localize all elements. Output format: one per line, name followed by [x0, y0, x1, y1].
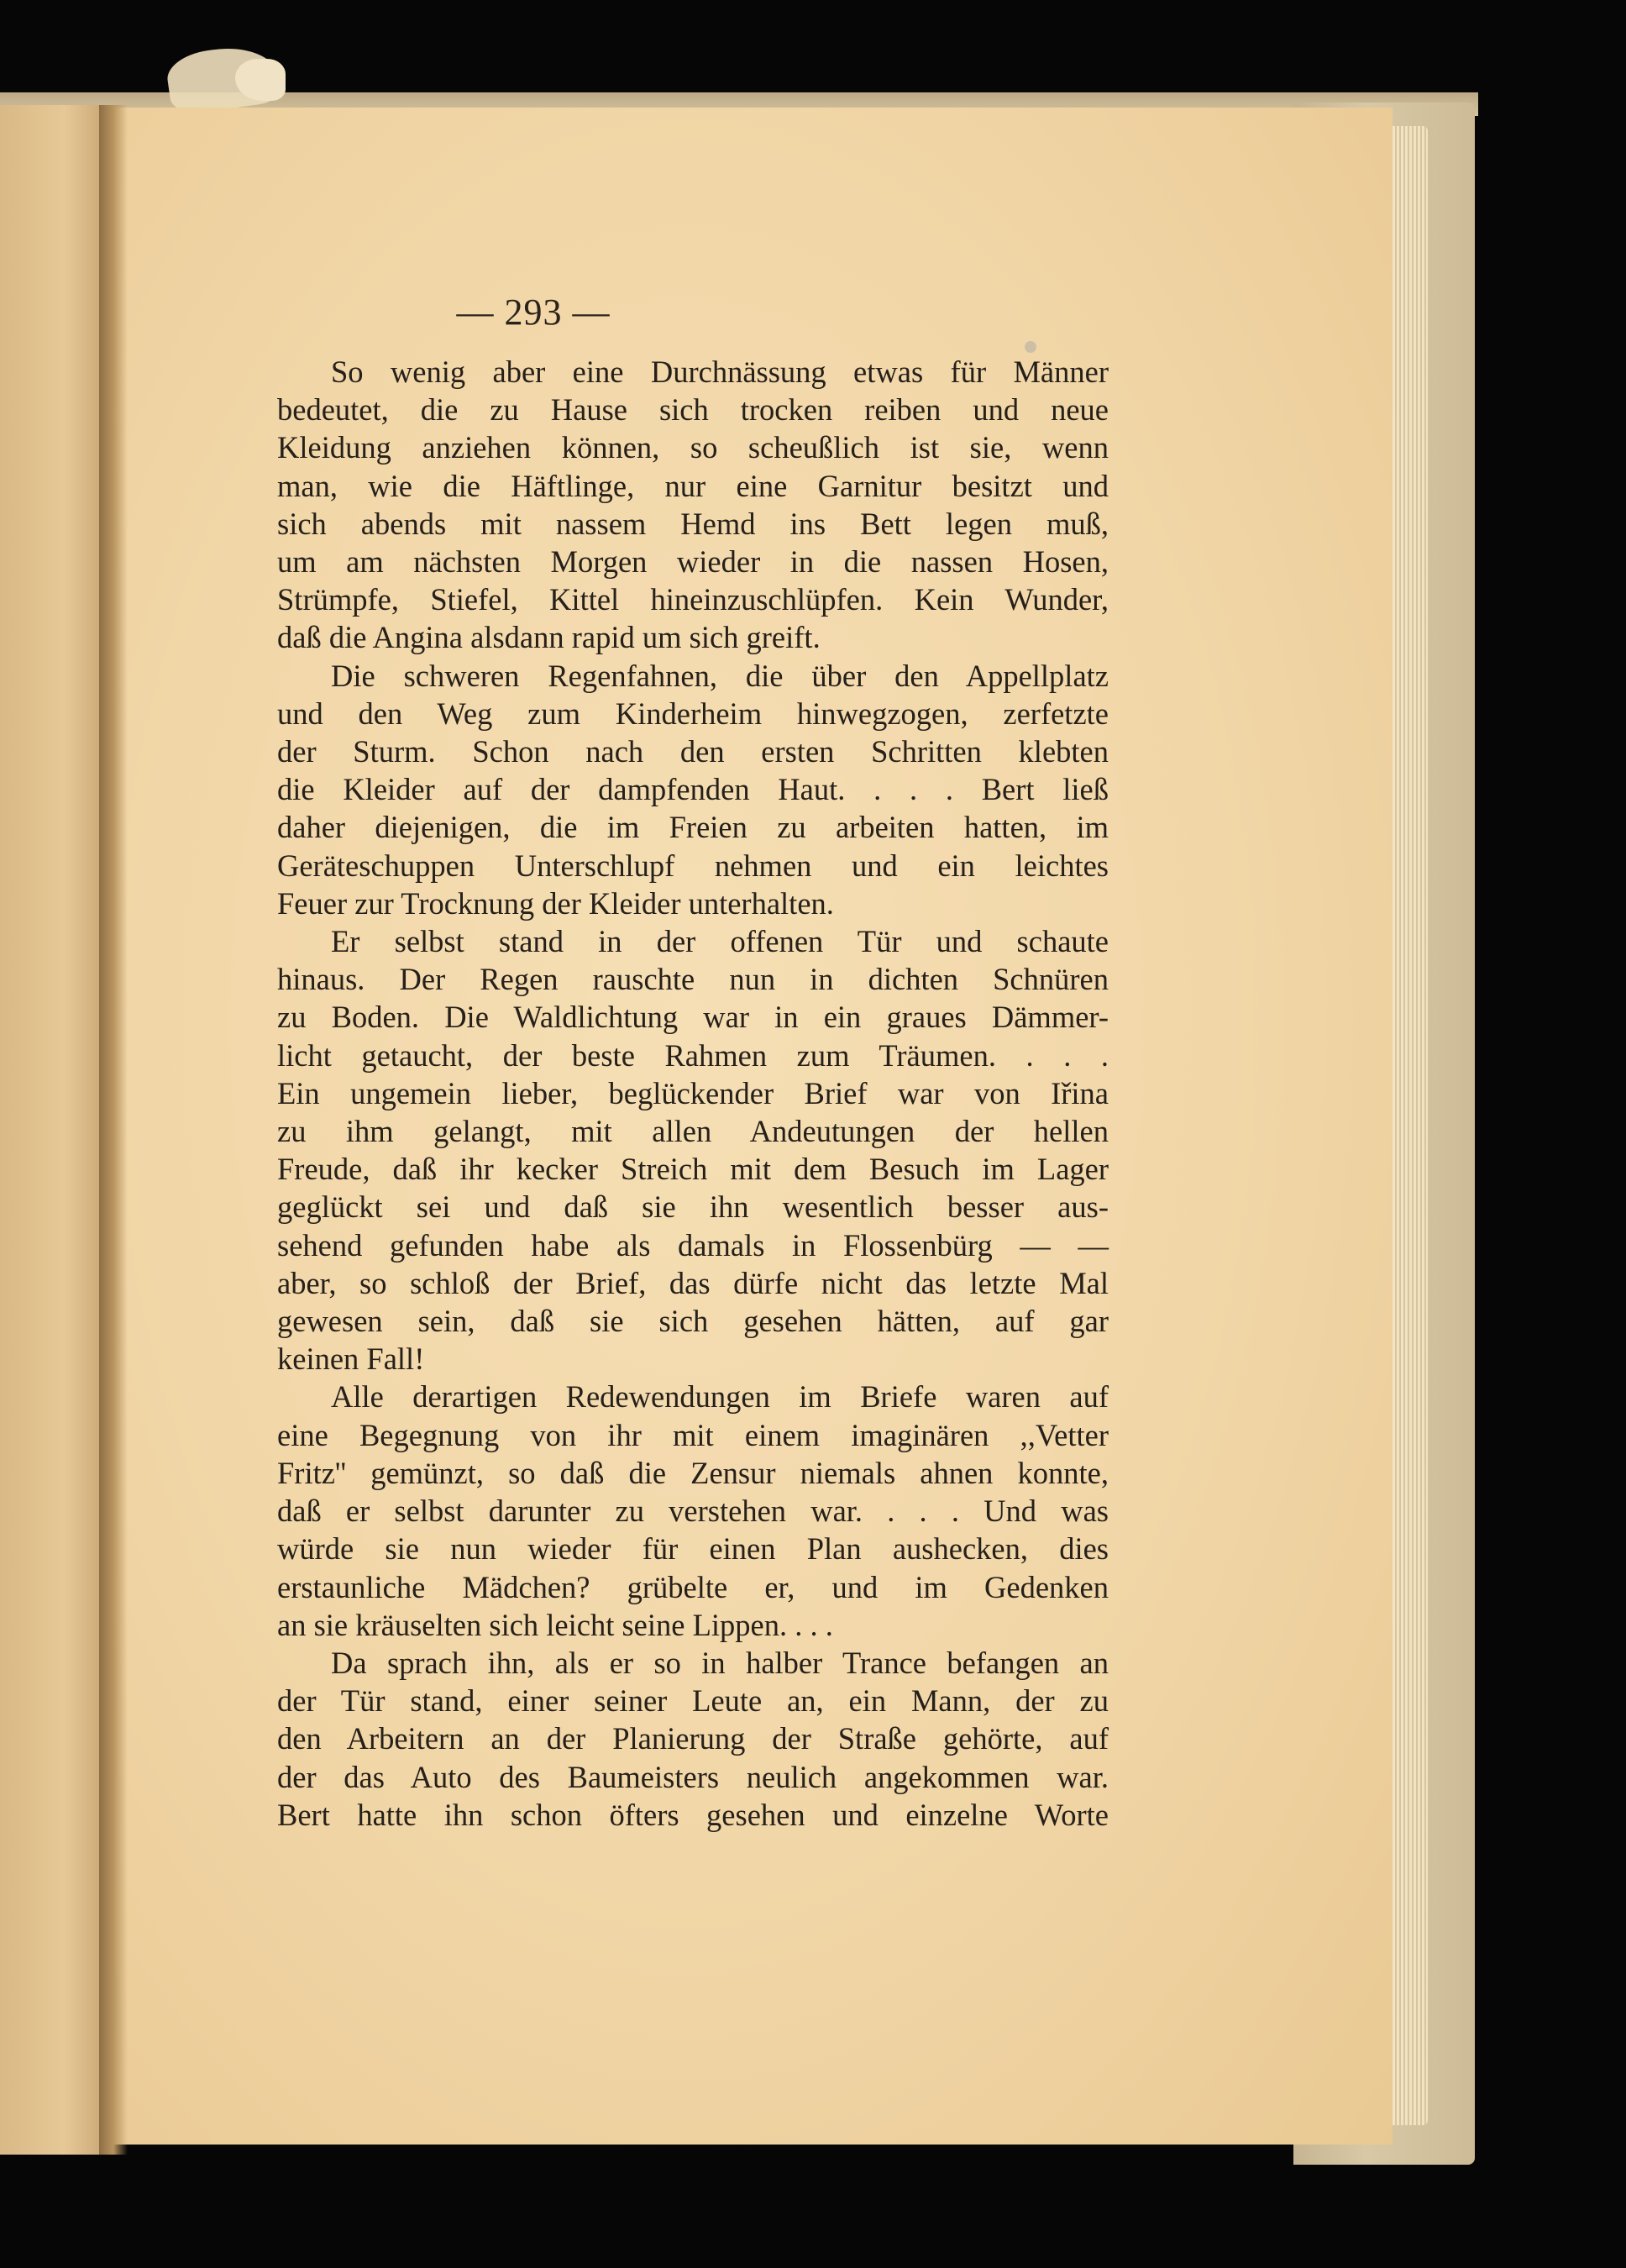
text-line: man, wie die Häftlinge, nur eine Garnitur besitzt und — [277, 468, 1109, 503]
paragraph — [277, 922, 1109, 1378]
text-line: geglückt sei und daß sie ihn wesentlich besser aus- — [277, 1189, 1109, 1225]
page-body-text — [277, 353, 1109, 1834]
text-line: gewesen sein, daß sie sich gesehen hätten, auf gar — [277, 1304, 1109, 1339]
text-line: hinaus. Der Regen rauschte nun in dichten Schnüren — [277, 962, 1109, 997]
text-line: daß er selbst darunter zu verstehen war. . . . Und was — [277, 1494, 1109, 1529]
text-line: Ein ungemein lieber, beglückender Brief war von Iřina — [277, 1075, 1109, 1110]
text-line: Geräteschuppen Unterschlupf nehmen und ein leichtes — [277, 848, 1109, 883]
text-line: und den Weg zum Kinderheim hinwegzogen, zerfetzte — [277, 696, 1109, 731]
text-line: Bert hatte ihn schon öfters gesehen und einzelne Worte — [277, 1797, 1109, 1832]
text-line: sich abends mit nassem Hemd ins Bett legen muß, — [277, 506, 1109, 541]
paragraph — [277, 657, 1109, 922]
text-line: eine Begegnung von ihr mit einem imaginären ,,Vetter — [277, 1417, 1109, 1452]
text-line: der Tür stand, einer seiner Leute an, ein Mann, der zu — [277, 1683, 1109, 1719]
text-line: daher diejenigen, die im Freien zu arbeiten hatten, im — [277, 810, 1109, 845]
text-line: zu ihm gelangt, mit allen Andeutungen der hellen — [277, 1114, 1109, 1149]
text-line: Da sprach ihn, als er so in halber Trance befangen an — [331, 1645, 1109, 1680]
paper-speck — [1025, 341, 1036, 353]
paragraph — [277, 1644, 1109, 1834]
text-line: der das Auto des Baumeisters neulich angekommen war. — [277, 1759, 1109, 1794]
page-number: — 293 — — [456, 291, 611, 333]
text-line: an sie kräuselten sich leicht seine Lippen. . . . — [277, 1607, 833, 1642]
text-line: Alle derartigen Redewendungen im Briefe waren auf — [331, 1379, 1109, 1415]
text-line: der Sturm. Schon nach den ersten Schritten klebten — [277, 734, 1109, 769]
text-line: daß die Angina alsdann rapid um sich greift. — [277, 620, 821, 655]
text-line: Freude, daß ihr kecker Streich mit dem Besuch im Lager — [277, 1152, 1109, 1187]
text-line: erstaunliche Mädchen? grübelte er, und im Gedenken — [277, 1569, 1109, 1604]
book-page — [108, 108, 1393, 2145]
text-line: Strümpfe, Stiefel, Kittel hineinzuschlüpfen. Kein Wunder, — [277, 582, 1109, 617]
text-line: keinen Fall! — [277, 1341, 425, 1377]
text-line: So wenig aber eine Durchnässung etwas für Männer — [331, 354, 1109, 389]
paragraph — [277, 1378, 1109, 1643]
text-line: die Kleider auf der dampfenden Haut. . . . Bert ließ — [277, 772, 1109, 807]
text-line: Er selbst stand in der offenen Tür und schaute — [331, 924, 1109, 959]
text-line: bedeutet, die zu Hause sich trocken reiben und neue — [277, 392, 1109, 428]
paragraph — [277, 353, 1109, 657]
text-line: den Arbeitern an der Planierung der Straße gehörte, auf — [277, 1721, 1109, 1756]
text-line: aber, so schloß der Brief, das dürfe nicht das letzte Mal — [277, 1265, 1109, 1300]
text-line: um am nächsten Morgen wieder in die nassen Hosen, — [277, 544, 1109, 580]
text-line: licht getaucht, der beste Rahmen zum Träumen. . . . — [277, 1037, 1109, 1073]
text-line: zu Boden. Die Waldlichtung war in ein graues Dämmer- — [277, 1000, 1109, 1035]
text-line: würde sie nun wieder für einen Plan aushecken, dies — [277, 1531, 1109, 1567]
text-line: Die schweren Regenfahnen, die über den Appellplatz — [331, 658, 1109, 693]
text-line: Kleidung anziehen können, so scheußlich ist sie, wenn — [277, 430, 1109, 465]
previous-page-edge — [0, 105, 108, 2155]
text-line: Feuer zur Trocknung der Kleider unterhalten. — [277, 885, 834, 921]
text-line: sehend gefunden habe als damals in Flossenbürg — — — [277, 1227, 1109, 1263]
text-line: Fritz'' gemünzt, so daß die Zensur niemals ahnen konnte, — [277, 1455, 1109, 1490]
book-gutter-shadow — [99, 105, 128, 2155]
